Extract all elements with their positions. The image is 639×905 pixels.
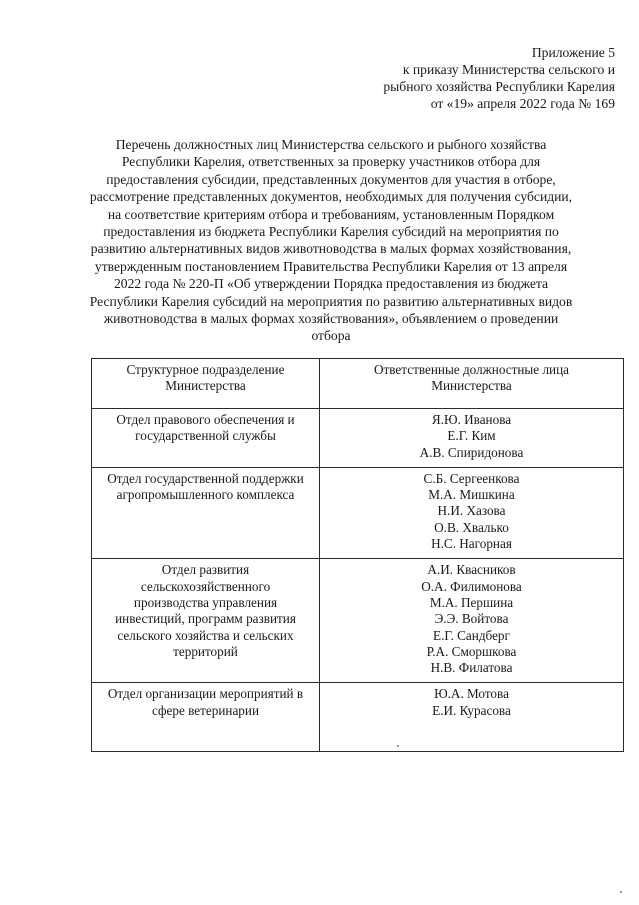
table-row <box>92 559 624 683</box>
scan-speck <box>620 891 622 893</box>
title-line: предоставления субсидии, представленных документов для участия в отборе, <box>106 171 556 187</box>
table-header-row <box>92 359 624 409</box>
officials-cell: Ю.А. Мотова Е.И. Курасова <box>320 683 624 752</box>
title-line: отбора <box>311 328 351 344</box>
title-line: Республики Карелия, ответственных за проверку участников отбора для <box>121 154 541 170</box>
scan-speck <box>397 745 399 747</box>
appendix-header <box>383 44 615 112</box>
department-cell: Отдел организации мероприятий в сфере ветеринарии <box>92 683 320 752</box>
department-cell: Отдел государственной поддержки агропромышленного комплекса <box>92 467 320 558</box>
table-row <box>92 409 624 468</box>
table-row <box>92 683 624 752</box>
title-line: 2022 года № 220-П «Об утверждении Порядка предоставления из бюджета <box>113 276 549 292</box>
title-line: рассмотрение представленных документов, необходимых для получения субсидии, <box>89 189 573 205</box>
title-line: утвержденным постановлением Правительства Республики Карелия от 13 апреля <box>94 258 568 274</box>
appendix-number: Приложение 5 <box>531 45 615 60</box>
title-line: развитию альтернативных видов животноводства в малых формах хозяйствования, <box>90 241 572 257</box>
appendix-order-ref: к приказу Министерства сельского и <box>402 62 615 77</box>
title-line: животноводства в малых формах хозяйствования», объявлением о проведении <box>103 311 559 327</box>
department-cell: Отдел развития сельскохозяйственного производства управления инвестиций, программ развития сельского хозяйства и сельских территорий <box>92 559 320 683</box>
department-cell: Отдел правового обеспечения и государственной службы <box>92 409 320 468</box>
header-department: Структурное подразделение Министерства <box>92 359 320 409</box>
officials-cell: А.И. Квасников О.А. Филимонова М.А. Першина Э.Э. Войтова Е.Г. Сандберг Р.А. Сморшкова Н.В. Филатова <box>320 559 624 683</box>
title-line: Республики Карелия субсидий на мероприятия по развитию альтернативных видов <box>89 293 573 309</box>
appendix-date: от «19» апреля 2022 года № 169 <box>430 96 615 111</box>
document-title <box>62 136 600 345</box>
title-line: предоставления из бюджета Республики Карелия субсидий на мероприятия по <box>103 224 559 240</box>
officials-table <box>91 358 624 752</box>
title-line: на соответствие критериям отбора и требованиям, установленным Порядком <box>107 206 555 222</box>
officials-cell: С.Б. Сергеенкова М.А. Мишкина Н.И. Хазова О.В. Хвалько Н.С. Нагорная <box>320 467 624 558</box>
officials-cell: Я.Ю. Иванова Е.Г. Ким А.В. Спиридонова <box>320 409 624 468</box>
header-officials: Ответственные должностные лица Министерства <box>320 359 624 409</box>
table-row <box>92 467 624 558</box>
title-line: Перечень должностных лиц Министерства сельского и рыбного хозяйства <box>115 137 547 152</box>
appendix-ministry: рыбного хозяйства Республики Карелия <box>383 79 615 94</box>
